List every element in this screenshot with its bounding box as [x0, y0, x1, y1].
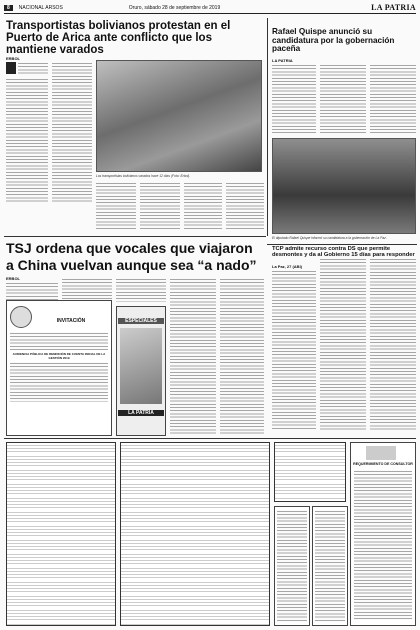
requerimiento-body	[354, 470, 412, 620]
especiales-brand: LA PATRIA	[118, 410, 164, 416]
story1-col6	[226, 182, 264, 230]
invitation-subtitle: AUDIENCIA PÚBLICA DE RENDICIÓN DE CUENTA INICIAL DE LA GESTIÓN 2019	[12, 352, 106, 360]
requerimiento-title: REQUERIMIENTO DE CONSULTOR	[353, 462, 413, 466]
story1-col2	[52, 62, 92, 202]
story4-col1	[272, 270, 316, 430]
invitation-title: INVITACIÓN	[56, 318, 86, 324]
story1-caption: Los transportistas bolivianos varados hace 12 días (Foto: Erbol).	[96, 174, 191, 178]
lower-notice-a-body	[277, 510, 307, 622]
dateline: Oruro, sábado 28 de septiembre de 2019	[128, 4, 221, 11]
story4-headline: TCP admite recurso contra DS que permite desmontes y da al Gobierno 15 días para responder	[272, 246, 415, 259]
story3-headline: TSJ ordena que vocales que viajaron a China vuelvan aunque sea “a nado”	[6, 240, 257, 273]
notice-table-2	[120, 442, 270, 626]
invitation-logo	[10, 306, 32, 328]
story1-photo	[96, 60, 262, 172]
story3-col4	[170, 278, 216, 436]
lower-notice-b-body	[315, 510, 345, 622]
masthead-brand: LA PATRIA	[371, 3, 416, 12]
story2-kicker: LA PATRIA	[272, 58, 293, 63]
especiales-title: ESPECIALES	[118, 318, 164, 324]
story1-col5	[184, 182, 222, 230]
section-name: NACIONAL ARSOS	[18, 4, 63, 11]
drop-cap	[6, 62, 16, 74]
story1-col4	[140, 182, 180, 230]
notice-table-3	[274, 442, 346, 502]
story1-headline: Transportistas bolivianos protestan en el Puerto de Arica ante conflicto que los mantiene varados	[6, 20, 231, 57]
especiales-image	[120, 328, 162, 404]
section-rule-right	[267, 244, 417, 245]
story3-col3	[116, 278, 166, 302]
story4-col2	[320, 258, 366, 430]
invitation-details	[10, 362, 108, 402]
story1-col3	[96, 182, 136, 230]
requerimiento-logo	[366, 446, 396, 460]
story3-col5	[220, 278, 264, 436]
story2-col1	[272, 64, 316, 134]
story2-caption: El diputado Rafael Quispe informó su candidatura a la gobernación de La Paz.	[272, 236, 387, 240]
story1-kicker: ERBOL	[6, 56, 20, 61]
story2-col3	[370, 64, 416, 134]
story2-headline: Rafael Quispe anunció su candidatura por la gobernación paceña	[272, 27, 395, 54]
bottom-rule	[4, 438, 416, 439]
story1-col1	[18, 62, 48, 76]
page-header	[4, 2, 416, 14]
story4-kicker: La Paz, 27 (ABI)	[272, 264, 303, 269]
story3-col1	[6, 282, 58, 300]
column-rule	[267, 18, 268, 236]
story2-photo	[272, 138, 416, 234]
story3-kicker: ERBOL	[6, 276, 20, 281]
story1-col1b	[6, 78, 48, 202]
invitation-body	[10, 332, 108, 350]
page-number: 8	[4, 5, 13, 11]
section-rule	[4, 236, 266, 237]
story2-col2	[320, 64, 366, 134]
story4-col3	[370, 258, 416, 430]
notice-table-1	[6, 442, 116, 626]
